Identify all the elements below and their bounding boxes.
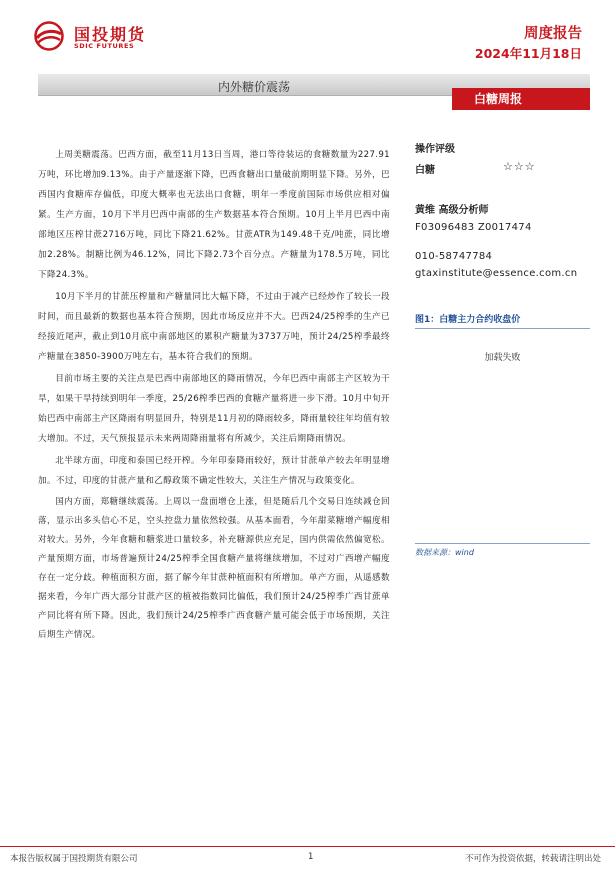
footer-disclaimer: 不可作为投资依据，转载请注明出处 [464, 854, 601, 864]
report-type: 周度报告 [524, 26, 582, 42]
rating-title: 操作评级 [415, 144, 455, 155]
analyst-cert: F03096483 Z0017474 [415, 222, 532, 233]
company-logo [32, 19, 182, 53]
analyst-email: gtaxinstitute@essence.com.cn [415, 268, 578, 279]
figure-placeholder: 加载失败 [484, 353, 521, 363]
report-title: 内外糖价震荡 [218, 80, 291, 94]
analyst-name: 黄维 高级分析师 [415, 205, 489, 216]
sidebar [415, 140, 615, 279]
analyst-phone: 010-58747784 [415, 251, 493, 262]
paragraph: 北半球方面，印度和泰国已经开榨。今年印泰降雨较好，预计甘蔗单产较去年明显增加。不过，印度的甘蔗产量和乙醇政策不确定性较大，关注生产情况与政策变化。 [38, 456, 390, 486]
footer-divider [0, 846, 615, 847]
main-text [38, 145, 390, 647]
section-tag: 白糖周报 [452, 88, 590, 110]
report-date: 2024年11月18日 [474, 46, 582, 61]
logo-english-name: SDIC FUTURES [74, 42, 135, 50]
figure-title: 图1：白糖主力合约收盘价 [415, 312, 590, 329]
footer-copyright: 本报告版权属于国投期货有限公司 [10, 854, 138, 864]
sdic-logo-icon [32, 21, 66, 51]
logo-name: 国投期货 [74, 25, 147, 44]
rating-stars: ☆☆☆ [503, 160, 536, 173]
rating-name: 白糖 [415, 165, 435, 176]
figure-source: 数据来源：wind [415, 543, 590, 558]
paragraph: 上周美糖震荡。巴西方面，截至11月13日当周，港口等待装运的食糖数量为227.91万吨，环比增加9.13%。由于产量逐渐下降，巴西食糖出口量破前期明显下降。另外，巴西国内食糖库存偏低，印度大概率也无法出口食糖，明年一季度前国际市场供应相对偏紧。生产方面，10月下半月巴西中南部的生产数据基本符合预期。10月上半月巴西中南部地区压榨甘蔗2716万吨，同比下降21.62%。甘蔗ATR为149.48千克/吨蔗，同比增加2.28%。制糖比例为46.12%，同比下降2.73个百分点。产糖量为178.5万吨，同比下降24.3%。 [38, 150, 390, 280]
rating-row [415, 161, 615, 179]
paragraph: 10月下半月的甘蔗压榨量和产糖量同比大幅下降，不过由于减产已经炒作了较长一段时间，而且最新的数据也基本符合预期，因此市场反应并不大。巴西24/25榨季的生产已经接近尾声，截止到10月底中南部地区的累积产糖量为3737万吨，预计24/25榨季最终产糖量在3850-3900万吨左右，基本符合我们的预期。 [38, 292, 390, 362]
report-header [0, 0, 615, 70]
paragraph: 国内方面，郑糖继续震荡。上周以一盘面增仓上涨，但是随后几个交易日连续减仓回落，显示出多头信心不足，空头控盘力量依然较强。从基本面看，今年甜菜糖增产幅度相对较大。另外，今年食糖和糖浆进口量较多，补充糖源供应充足，国内供需依然偏宽松。产量预期方面，市场普遍预计24/25榨季全国食糖产量将继续增加，不过对广西增产幅度存在一定分歧。种植面积方面，据了解今年甘蔗种植面积有所增加。单产方面，从遥感数据来看，今年广西大部分甘蔗产区的植被指数同比偏低，我们预计24/25榨季广西甘蔗单产同比将有所下降。因此，我们预计24/25榨季广西食糖产量可能会低于市场预期，关注后期生产情况。 [38, 497, 390, 640]
paragraph: 目前市场主要的关注点是巴西中南部地区的降雨情况，今年巴西中南部主产区较为干旱，如果干旱持续到明年一季度，25/26榨季巴西的食糖产量将进一步下滑。10月中旬开始巴西中南部主产区降雨有明显回升，特别是11月初的降雨较多，降雨量较往年均值有较大增加。不过，天气预报显示未来两周降雨量将有所减少，关注后期降雨情况。 [38, 374, 390, 444]
page-number: 1 [308, 852, 314, 862]
